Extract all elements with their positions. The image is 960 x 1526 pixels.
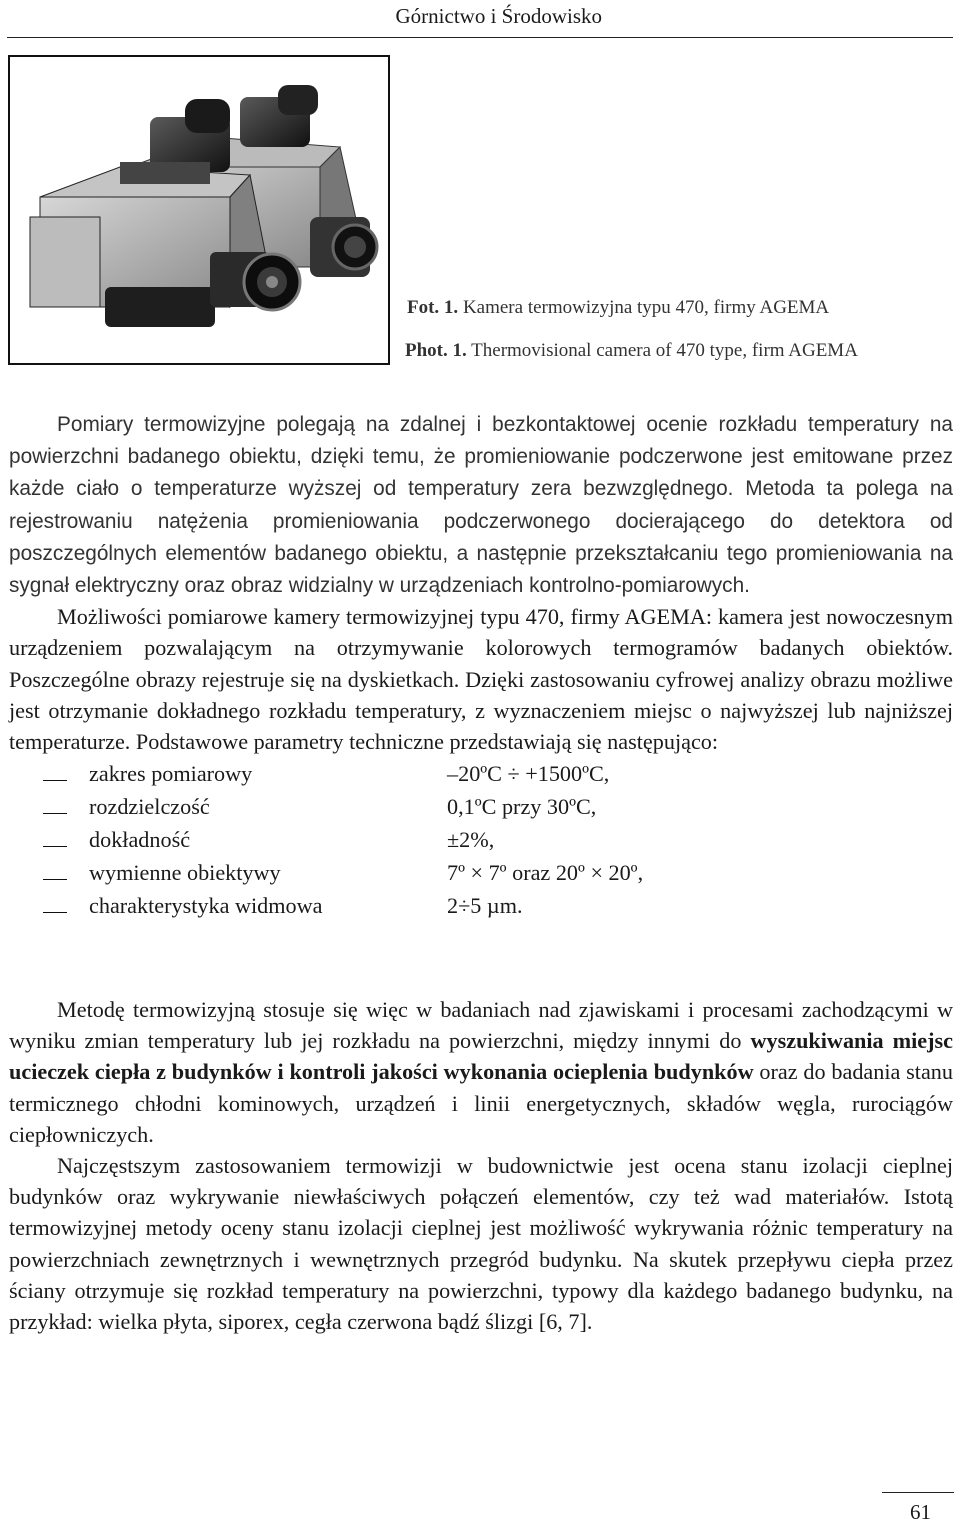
running-header: Górnictwo i Środowisko [395, 4, 602, 28]
paragraph-2: Możliwości pomiarowe kamery termowizyjnej typu 470, firmy AGEMA: kamera jest nowoczesnym urządzeniem pozwalającym na otrzymywanie kolorowych termogramów badanych obiektów. Poszczególne obrazy rejestruje się na dyskietkach. Dzięki zastosowaniu cyfrowej analizy obrazu możliwe jest otrzymanie dokładnego rozkładu temperatury, z wyznaczeniem miejsc o najwyższej lub najniższej temperaturze. Podstawowe parametry techniczne przedstawiają się następująco: [9, 604, 953, 755]
list-item [9, 856, 953, 889]
caption-polish-label: Fot. 1. [407, 297, 459, 318]
parameter-name: zakres pomiarowy [89, 761, 253, 787]
parameter-name: charakterystyka widmowa [89, 893, 323, 919]
page-number: 61 [910, 1500, 931, 1524]
header-rule [7, 37, 953, 38]
list-item [9, 790, 953, 823]
parameter-value: 2÷5 µm. [447, 893, 523, 919]
list-item [9, 889, 953, 922]
list-item [9, 757, 953, 790]
parameter-name: dokładność [89, 827, 191, 853]
paragraph-1 [9, 408, 953, 601]
paragraph-3-bold: wyszukiwania miejsc ucieczek ciepła z budynków i kontroli jakości wykonania ocieplenia budynków [9, 1028, 953, 1085]
caption-english-text: Thermovisional camera of 470 type, firm AGEMA [466, 340, 858, 361]
paragraph-1-part-b: Metoda ta polega na rejestrowaniu natężenia promieniowania podczerwonego docierającego do detektora od poszczególnych elementów badanego obiektu, a następnie przekształcaniu tego promieniowania na sygnał elektryczny oraz obraz widzialny w urządzeniach kontrolno-pomiarowych. [9, 477, 953, 598]
list-item [9, 823, 953, 856]
parameter-name: wymienne obiektywy [89, 860, 281, 886]
paragraph-1-part-a: Pomiary termowizyjne polegają na zdalnej i bezkontaktowej ocenie rozkładu temperatury na powierzchni badanego obiektu, dzięki temu, że promieniowanie podczerwone jest emitowane przez każde ciało o temperaturze wyższej od temperatury zera bezwzględnego. [9, 413, 953, 501]
caption-english-label: Phot. 1. [405, 340, 467, 361]
caption-english [405, 340, 858, 362]
dash-bullet [9, 791, 89, 822]
text-block-upper [9, 408, 953, 922]
parameter-list [9, 757, 953, 922]
dash-bullet [9, 758, 89, 789]
parameter-value: 0,1ºC przy 30ºC, [447, 794, 597, 820]
paragraph-3-part-a: Metodę termowizyjną stosuje się więc w badaniach nad zjawiskami i procesami zachodzącymi w wyniku zmian temperatury lub jej rozkładu na powierzchni, między innymi do [9, 997, 953, 1054]
paragraph-3-part-b: oraz do badania stanu termicznego chłodni kominowych, urządzeń i linii energetycznych, składów węgla, rurociągów ciepłowniczych. [9, 1059, 953, 1147]
dash-bullet [9, 824, 89, 855]
caption-polish [407, 297, 829, 319]
text-block-lower [9, 994, 953, 1337]
camera-photo [8, 55, 390, 365]
parameter-value: –20ºC ÷ +1500ºC, [447, 761, 610, 787]
dash-bullet [9, 857, 89, 888]
thermal-camera-illustration [10, 57, 388, 363]
footer-rule [882, 1492, 954, 1493]
parameter-value: ±2%, [447, 827, 495, 853]
caption-polish-text: Kamera termowizyjna typu 470, firmy AGEMA [458, 297, 830, 318]
paragraph-4: Najczęstszym zastosowaniem termowizji w budownictwie jest ocena stanu izolacji cieplnej budynków oraz wykrywanie niewłaściwych połączeń elementów, czy też wad materiałów. Istotą termowizyjnej metody oceny stanu izolacji cieplnej jest możliwość wykrywania różnic temperatury na powierzchniach zewnętrznych i wewnętrznych przegród budynku. Na skutek przepływu ciepła przez ściany otrzymuje się rozkład temperatury na powierzchni, typowy dla każdego badanego budynku, na przykład: wielka płyta, siporex, cegła czerwona bądź ślizgi [6, 7]. [9, 1153, 953, 1335]
parameter-value: 7º × 7º oraz 20º × 20º, [447, 860, 644, 886]
parameter-name: rozdzielczość [89, 794, 210, 820]
dash-bullet [9, 890, 89, 921]
paragraph-3 [9, 994, 953, 1150]
